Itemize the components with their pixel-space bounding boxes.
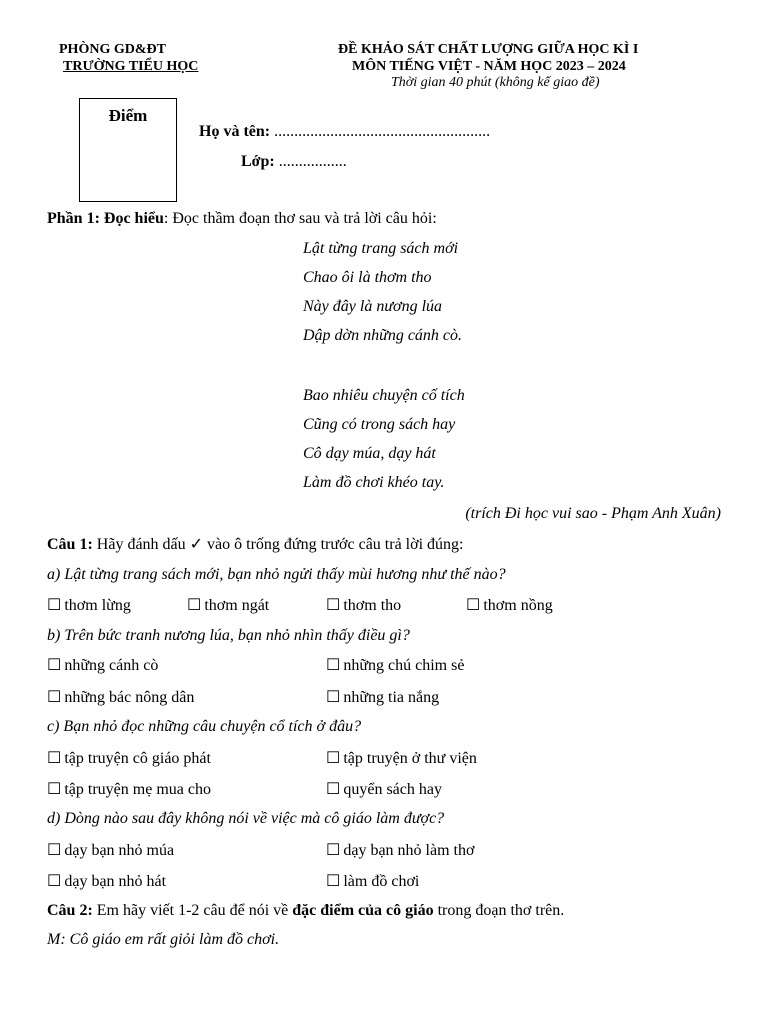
- poem-line: Này đây là nương lúa: [303, 298, 443, 315]
- q1-prompt: [47, 534, 463, 554]
- q1c-question: c) Bạn nhỏ đọc những câu chuyện cổ tích ở đâu?: [47, 718, 362, 735]
- school-name: TRƯỜNG TIỂU HỌC: [63, 59, 199, 74]
- checkbox-icon[interactable]: ☐: [47, 689, 62, 706]
- q2-label: Câu 2:: [47, 902, 93, 919]
- option-label: tập truyện mẹ mua cho: [64, 781, 211, 798]
- q1b-option[interactable]: [47, 687, 194, 707]
- q2-prompt: [47, 902, 564, 920]
- part1-title: [47, 210, 437, 228]
- q1d-question: d) Dòng nào sau đây không nói về việc mà cô giáo làm được?: [47, 810, 445, 827]
- poem-line: Làm đồ chơi khéo tay.: [303, 474, 445, 491]
- q1c-option[interactable]: [326, 779, 442, 799]
- q1-label: Câu 1:: [47, 536, 93, 553]
- poem-line: Lật từng trang sách mới: [303, 240, 459, 257]
- q1a-option[interactable]: [326, 595, 401, 615]
- option-label: thơm ngát: [204, 597, 270, 614]
- checkbox-icon[interactable]: ☐: [326, 781, 341, 798]
- checkbox-icon[interactable]: ☐: [326, 597, 341, 614]
- checkbox-icon[interactable]: ☐: [47, 597, 62, 614]
- q1a-option[interactable]: [47, 595, 131, 615]
- poem-line: Bao nhiêu chuyện cố tích: [303, 387, 465, 404]
- option-label: thơm lừng: [64, 597, 131, 614]
- checkbox-icon[interactable]: ☐: [326, 750, 341, 767]
- q1d-option[interactable]: [326, 871, 419, 891]
- q1d-option[interactable]: [47, 871, 166, 891]
- option-label: những cánh cò: [64, 657, 159, 674]
- checkbox-icon[interactable]: ☐: [187, 597, 202, 614]
- q2-example: M: Cô giáo em rất giỏi làm đồ chơi.: [47, 931, 280, 948]
- exam-title: ĐỀ KHẢO SÁT CHẤT LƯỢNG GIỮA HỌC KÌ I: [338, 42, 639, 57]
- q1-text: Hãy đánh dấu ✓ vào ô trống đứng trước câu trả lời đúng:: [96, 536, 464, 553]
- name-field[interactable]: ......................................................: [274, 123, 491, 140]
- option-label: tập truyện cô giáo phát: [64, 750, 211, 767]
- exam-subject: MÔN TIẾNG VIỆT - NĂM HỌC 2023 – 2024: [352, 59, 626, 74]
- checkbox-icon[interactable]: ☐: [47, 781, 62, 798]
- checkbox-icon[interactable]: ☐: [326, 657, 341, 674]
- score-label: Điểm: [108, 106, 148, 125]
- poem-source: (trích Đi học vui sao - Phạm Anh Xuân): [465, 505, 721, 522]
- q1a-option[interactable]: [187, 595, 269, 615]
- poem-line: Dập dờn những cánh cò.: [303, 327, 463, 344]
- checkbox-icon[interactable]: ☐: [47, 873, 62, 890]
- part1-instruction: : Đọc thầm đoạn thơ sau và trả lời câu hỏi:: [163, 210, 437, 227]
- q2-text-before: Em hãy viết 1-2 câu để nói về: [96, 902, 289, 919]
- q1b-option[interactable]: [47, 655, 158, 675]
- q2-text-bold: đặc điểm của cô giáo: [292, 902, 434, 919]
- option-label: thơm tho: [343, 597, 402, 614]
- q1a-option[interactable]: [466, 595, 553, 615]
- class-label: Lớp:: [241, 153, 275, 170]
- checkbox-icon[interactable]: ☐: [326, 842, 341, 859]
- q1a-question: a) Lật từng trang sách mới, bạn nhỏ ngửi thấy mùi hương như thế nào?: [47, 566, 506, 583]
- checkbox-icon[interactable]: ☐: [47, 750, 62, 767]
- q1d-option[interactable]: [47, 840, 174, 860]
- option-label: quyển sách hay: [343, 781, 442, 798]
- score-box: [79, 98, 177, 202]
- option-label: thơm nồng: [483, 597, 553, 614]
- option-label: dạy bạn nhỏ hát: [64, 873, 167, 890]
- checkbox-icon[interactable]: ☐: [326, 689, 341, 706]
- exam-duration: Thời gian 40 phút (không kể giao đề): [391, 75, 600, 90]
- q1b-question: b) Trên bức tranh nương lúa, bạn nhỏ nhìn thấy điều gì?: [47, 627, 410, 644]
- q2-text-after: trong đoạn thơ trên.: [437, 902, 565, 919]
- q1c-option[interactable]: [326, 748, 477, 768]
- checkbox-icon[interactable]: ☐: [47, 842, 62, 859]
- part1-heading: Phần 1: Đọc hiểu: [47, 210, 164, 227]
- name-label: Họ và tên:: [199, 123, 271, 140]
- checkbox-icon[interactable]: ☐: [466, 597, 481, 614]
- q1b-option[interactable]: [326, 687, 439, 707]
- checkbox-icon[interactable]: ☐: [326, 873, 341, 890]
- class-field[interactable]: .................: [278, 153, 347, 170]
- option-label: làm đồ chơi: [343, 873, 420, 890]
- option-label: dạy bạn nhỏ làm thơ: [343, 842, 475, 859]
- checkbox-icon[interactable]: ☐: [47, 657, 62, 674]
- q1d-option[interactable]: [326, 840, 474, 860]
- q1c-option[interactable]: [47, 779, 211, 799]
- poem-line: Cũng có trong sách hay: [303, 416, 456, 433]
- class-line: [241, 153, 347, 171]
- option-label: những bác nông dân: [64, 689, 195, 706]
- poem-line: Cô dạy múa, dạy hát: [303, 445, 436, 462]
- option-label: tập truyện ở thư viện: [343, 750, 477, 767]
- department-name: PHÒNG GD&ĐT: [59, 42, 166, 57]
- option-label: những tia nắng: [343, 689, 440, 706]
- poem-line: Chao ôi là thơm tho: [303, 269, 432, 286]
- option-label: dạy bạn nhỏ múa: [64, 842, 175, 859]
- q1b-option[interactable]: [326, 655, 464, 675]
- option-label: những chú chim sẻ: [343, 657, 465, 674]
- q1c-option[interactable]: [47, 748, 211, 768]
- name-line: [199, 123, 490, 141]
